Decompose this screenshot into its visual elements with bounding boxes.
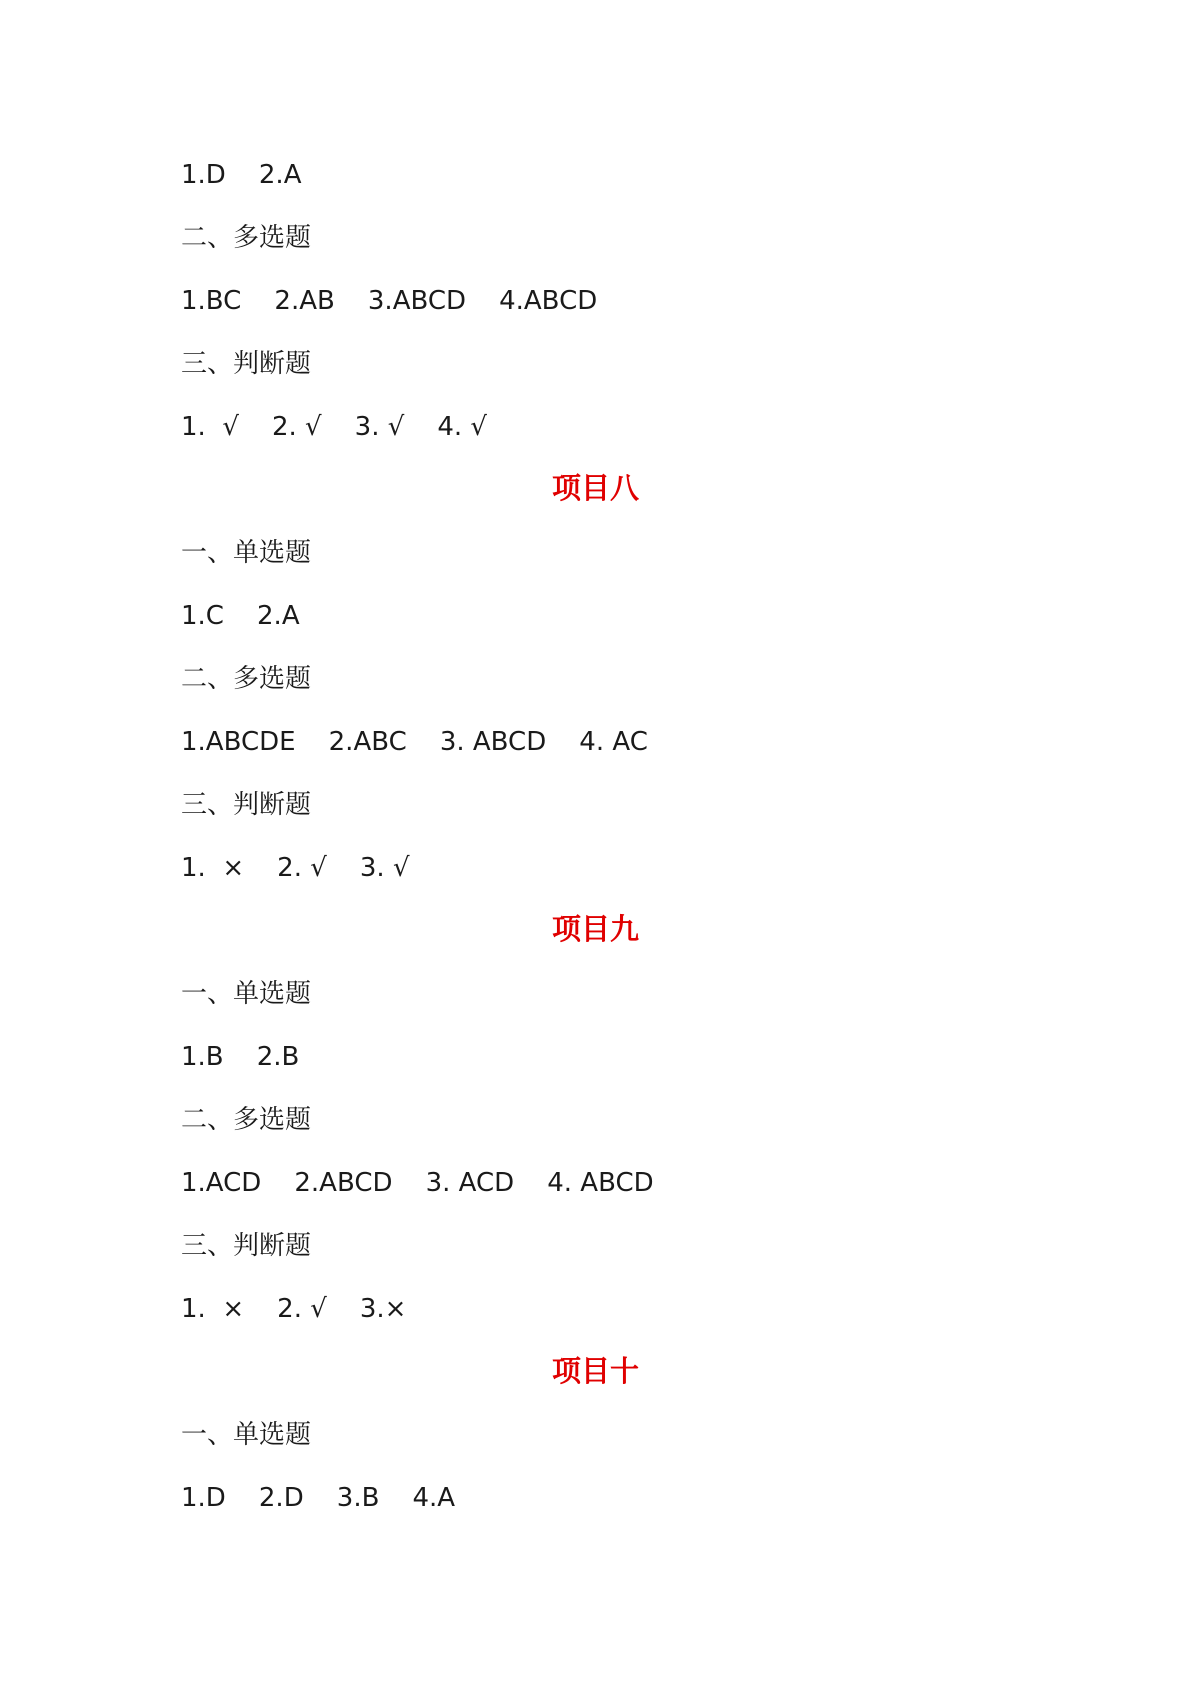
answer-line: 1.B 2.B <box>181 1042 300 1072</box>
section-label-true-false: 三、判断题 <box>181 349 312 379</box>
section-label-single-choice: 一、单选题 <box>181 538 312 568</box>
answer-line: 1.C 2.A <box>181 601 300 631</box>
answer-line: 1.ACD 2.ABCD 3. ACD 4. ABCD <box>181 1168 654 1198</box>
answer-line: 1. × 2. √ 3. √ <box>181 853 410 883</box>
project-heading: 项目九 <box>551 912 639 946</box>
project-heading: 项目十 <box>551 1354 639 1388</box>
section-label-single-choice: 一、单选题 <box>181 979 312 1009</box>
answer-line: 1.BC 2.AB 3.ABCD 4.ABCD <box>181 286 598 316</box>
section-label-true-false: 三、判断题 <box>181 790 312 820</box>
answer-line: 1.D 2.A <box>181 160 302 190</box>
section-label-multiple-choice: 二、多选题 <box>181 1105 312 1135</box>
answer-line: 1.ABCDE 2.ABC 3. ABCD 4. AC <box>181 727 648 757</box>
answer-line: 1. × 2. √ 3.× <box>181 1294 407 1324</box>
section-label-single-choice: 一、单选题 <box>181 1420 312 1450</box>
project-heading: 项目八 <box>551 471 639 505</box>
section-label-multiple-choice: 二、多选题 <box>181 223 312 253</box>
answer-line: 1.D 2.D 3.B 4.A <box>181 1483 456 1513</box>
section-label-multiple-choice: 二、多选题 <box>181 664 312 694</box>
section-label-true-false: 三、判断题 <box>181 1231 312 1261</box>
answer-line: 1. √ 2. √ 3. √ 4. √ <box>181 412 487 442</box>
